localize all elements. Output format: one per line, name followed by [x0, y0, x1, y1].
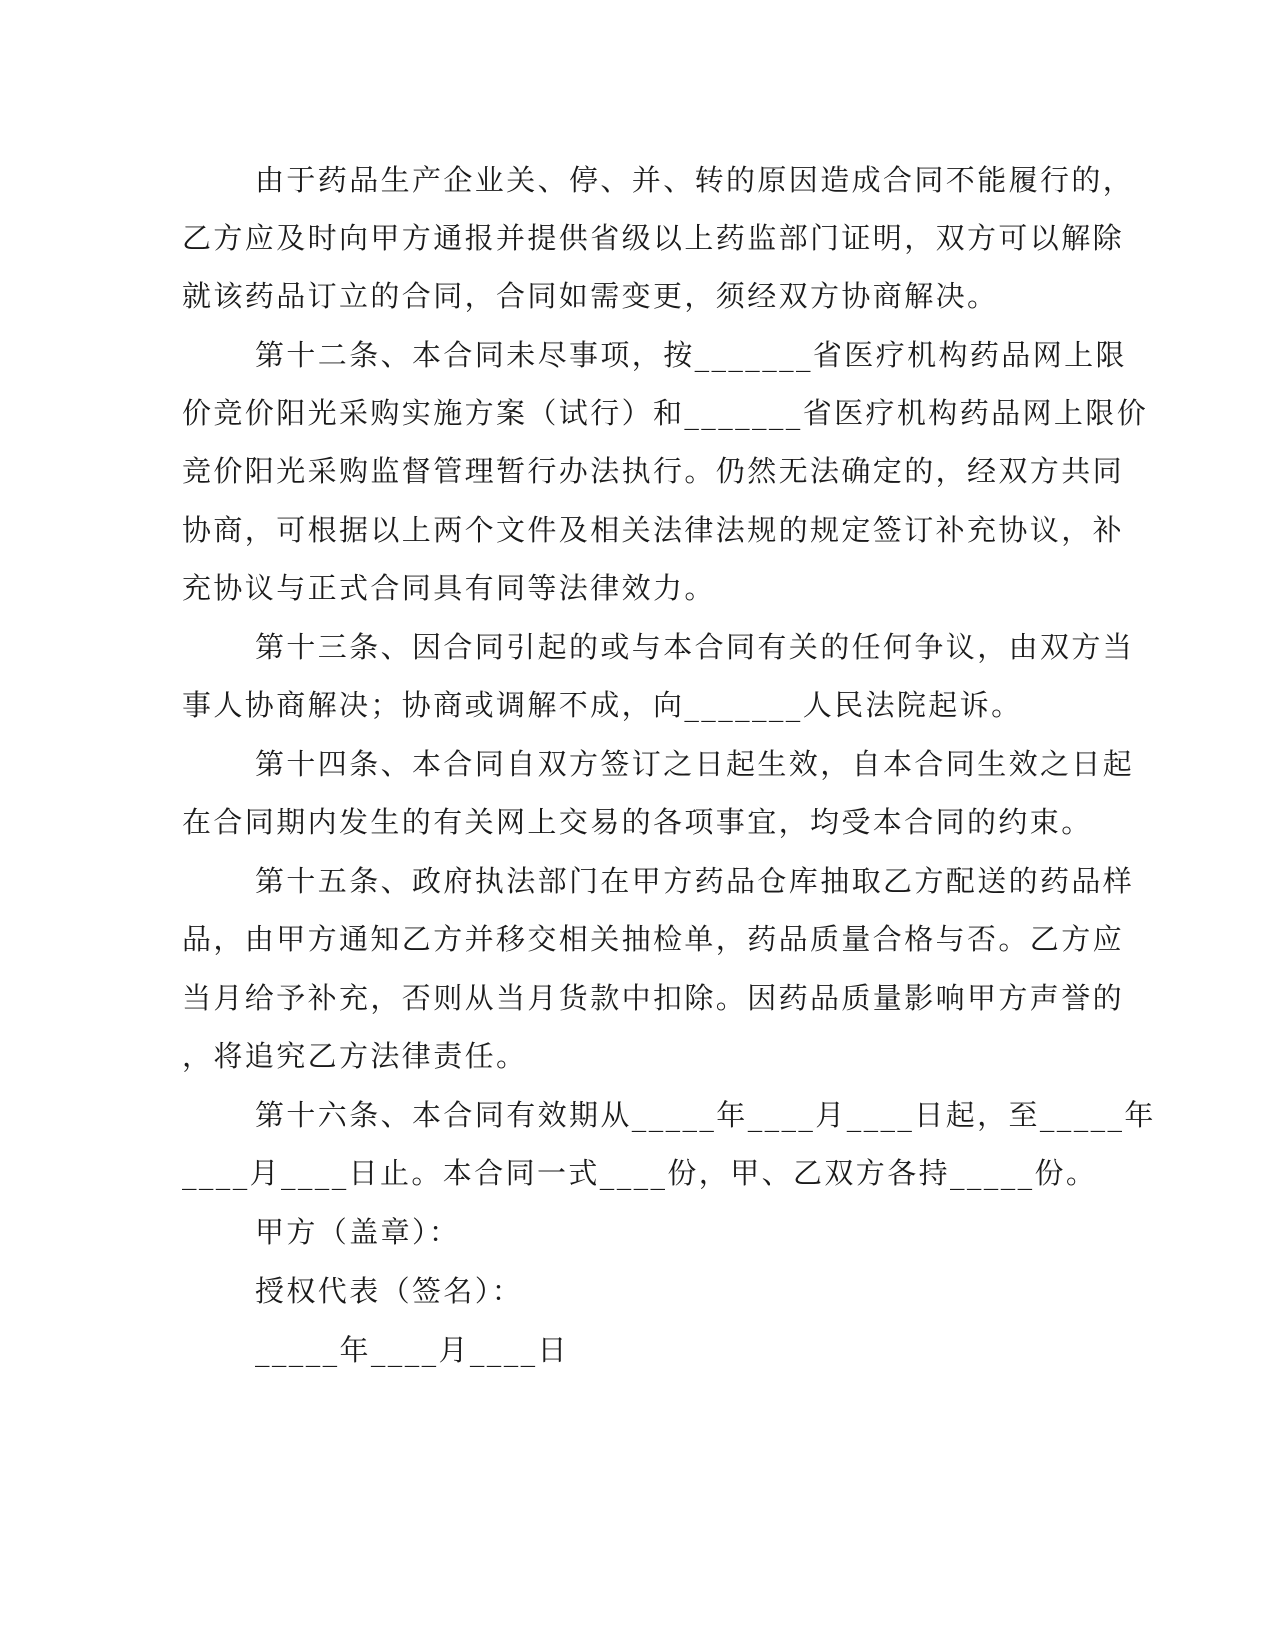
- clause-12-line: 充协议与正式合同具有同等法律效力。: [182, 571, 716, 605]
- clause-15-line: 第十五条、政府执法部门在甲方药品仓库抽取乙方配送的药品样: [255, 864, 1135, 898]
- clause-12-line: 协商，可根据以上两个文件及相关法律法规的规定签订补充协议，补: [182, 513, 1125, 547]
- clause-14-line: 第十四条、本合同自双方签订之日起生效，自本合同生效之日起: [255, 747, 1135, 781]
- clause-16-line: 第十六条、本合同有效期从_____年____月____日起，至_____年: [255, 1098, 1156, 1132]
- authorized-rep-label: 授权代表（签名）：: [255, 1274, 524, 1308]
- clause-13-line: 第十三条、因合同引起的或与本合同有关的任何争议，由双方当: [255, 630, 1135, 664]
- paragraph-line: 就该药品订立的合同，合同如需变更，须经双方协商解决。: [182, 279, 999, 313]
- clause-15-line: ，将追究乙方法律责任。: [182, 1039, 528, 1073]
- clause-13-line: 事人协商解决；协商或调解不成，向_______人民法院起诉。: [182, 688, 1023, 722]
- clause-12-line: 价竞价阳光采购实施方案（试行）和_______省医疗机构药品网上限价: [182, 396, 1149, 430]
- clause-15-line: 品，由甲方通知乙方并移交相关抽检单，药品质量合格与否。乙方应: [182, 922, 1125, 956]
- party-a-seal-label: 甲方（盖章）：: [255, 1215, 461, 1249]
- paragraph-line: 乙方应及时向甲方通报并提供省级以上药监部门证明，双方可以解除: [182, 221, 1125, 255]
- clause-12-line: 竞价阳光采购监督管理暂行办法执行。仍然无法确定的，经双方共同: [182, 454, 1125, 488]
- signature-date-line: _____年____月____日: [255, 1333, 569, 1367]
- clause-15-line: 当月给予补充，否则从当月货款中扣除。因药品质量影响甲方声誉的: [182, 981, 1125, 1015]
- clause-14-line: 在合同期内发生的有关网上交易的各项事宜，均受本合同的约束。: [182, 805, 1093, 839]
- paragraph-line: 由于药品生产企业关、停、并、转的原因造成合同不能履行的，: [255, 163, 1135, 197]
- clause-16-line: ____月____日止。本合同一式____份，甲、乙双方各持_____份。: [182, 1156, 1098, 1190]
- clause-12-line: 第十二条、本合同未尽事项，按_______省医疗机构药品网上限: [255, 338, 1127, 372]
